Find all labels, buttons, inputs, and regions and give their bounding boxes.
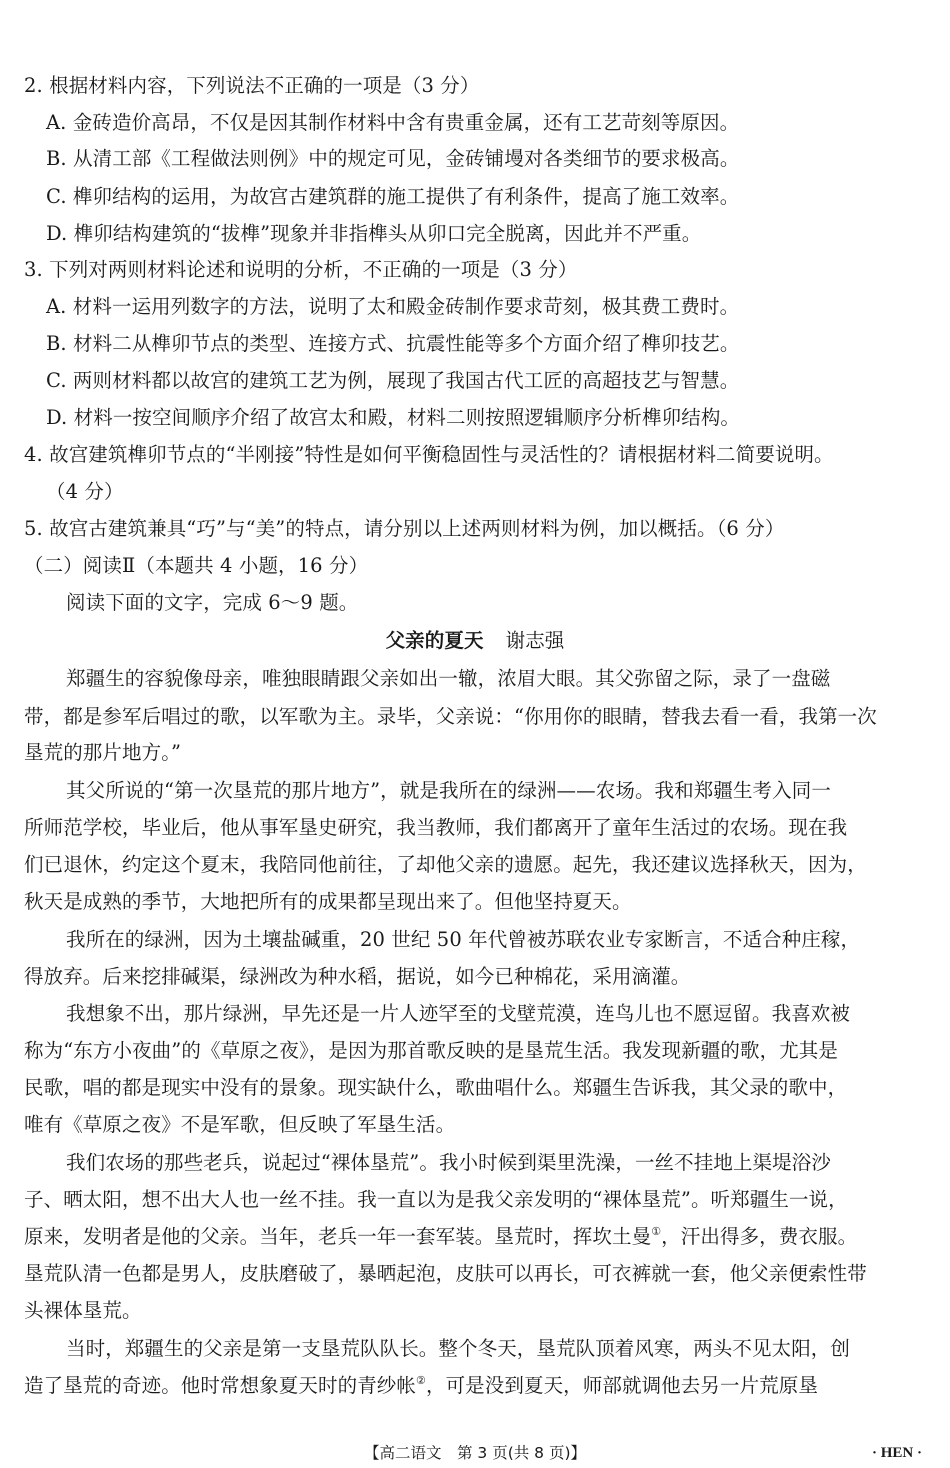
section-instruction: 阅读下面的文字，完成 6～9 题。: [66, 591, 359, 614]
question-4-stem: 4. 故宫建筑榫卯节点的“半刚接”特性是如何平衡稳固性与灵活性的？请根据材料二简要说明。: [24, 443, 834, 466]
question-2-stem: 2. 根据材料内容，下列说法不正确的一项是（3 分）: [24, 74, 480, 97]
question-2-option-d: D. 榫卯结构建筑的“拔榫”现象并非指榫头从卯口完全脱离，因此并不严重。: [46, 222, 702, 245]
article-line: 垦荒的那片地方。”: [24, 741, 182, 764]
article-line: 我想象不出，那片绿洲，早先还是一片人迹罕至的戈壁荒漠，连鸟儿也不愿逗留。我喜欢被: [66, 1002, 851, 1025]
article-title-row: [0, 628, 950, 654]
footnote-mark-2: ②: [416, 1374, 426, 1387]
question-5-stem: 5. 故宫古建筑兼具“巧”与“美”的特点，请分别以上述两则材料为例，加以概括。（6 分）: [24, 517, 785, 540]
article-line: 带，都是参军后唱过的歌，以军歌为主。录毕，父亲说：“你用你的眼睛，替我去看一看，我第一次: [24, 705, 877, 728]
question-3-stem: 3. 下列对两则材料论述和说明的分析，不正确的一项是（3 分）: [24, 258, 578, 281]
article-line: 子、晒太阳，想不出大人也一丝不挂。我一直以为是我父亲发明的“裸体垦荒”。听郑疆生一说，: [24, 1188, 848, 1211]
article-line: 郑疆生的容貌像母亲，唯独眼睛跟父亲如出一辙，浓眉大眼。其父弥留之际，录了一盘磁: [66, 667, 831, 690]
question-3-option-b: B. 材料二从榫卯节点的类型、连接方式、抗震性能等多个方面介绍了榫卯技艺。: [46, 332, 740, 355]
article-line-with-footnote: [24, 1224, 857, 1250]
article-line: 唯有《草原之夜》不是军歌，但反映了军垦生活。: [24, 1113, 456, 1136]
article-line: 其父所说的“第一次垦荒的那片地方”，就是我所在的绿洲——农场。我和郑疆生考入同一: [66, 779, 831, 802]
article-line-part: ，汗出得多，费衣服。: [661, 1225, 858, 1248]
article-line-with-footnote: [24, 1373, 818, 1399]
article-title: 父亲的夏天: [385, 629, 484, 652]
question-3-option-a: A. 材料一运用列数字的方法，说明了太和殿金砖制作要求苛刻，极其费工费时。: [46, 295, 740, 318]
article-line: 得放弃。后来挖排碱渠，绿洲改为种水稻，据说，如今已种棉花，采用滴灌。: [24, 965, 691, 988]
article-line: 们已退休，约定这个夏末，我陪同他前往，了却他父亲的遗愿。起先，我还建议选择秋天，因为，: [24, 853, 867, 876]
article-line: 所师范学校，毕业后，他从事军垦史研究，我当教师，我们都离开了童年生活过的农场。现在我: [24, 816, 848, 839]
question-2-option-b: B. 从清工部《工程做法则例》中的规定可见，金砖铺墁对各类细节的要求极高。: [46, 147, 740, 170]
page-number-label: 【高二语文 第 3 页(共 8 页)】: [363, 1444, 587, 1462]
article-line-part: ，可是没到夏天，师部就调他去另一片荒原垦: [425, 1374, 818, 1397]
article-line-part: 原来，发明者是他的父亲。当年，老兵一年一套军装。垦荒时，挥坎土曼: [24, 1225, 652, 1248]
footnote-mark-1: ①: [651, 1225, 662, 1238]
article-line: 称为“东方小夜曲”的《草原之夜》，是因为那首歌反映的是垦荒生活。我发现新疆的歌，尤其是: [24, 1039, 838, 1062]
article-line: 当时，郑疆生的父亲是第一支垦荒队队长。整个冬天，垦荒队顶着风寒，两头不见太阳，创: [66, 1337, 851, 1360]
section-heading: （二）阅读Ⅱ（本题共 4 小题，16 分）: [24, 554, 369, 577]
question-4-points: （4 分）: [46, 480, 124, 503]
question-3-option-d: D. 材料一按空间顺序介绍了故宫太和殿，材料二则按照逻辑顺序分析榫卯结构。: [46, 406, 741, 429]
article-line: 秋天是成熟的季节，大地把所有的成果都呈现出来了。但他坚持夏天。: [24, 890, 632, 913]
article-line-part: 造了垦荒的奇迹。他时常想象夏天时的青纱帐: [24, 1374, 417, 1397]
article-line: 民歌，唱的都是现实中没有的景象。现实缺什么，歌曲唱什么。郑疆生告诉我，其父录的歌中，: [24, 1076, 848, 1099]
article-line: 我所在的绿洲，因为土壤盐碱重，20 世纪 50 年代曾被苏联农业专家断言，不适合种庄稼，: [66, 928, 861, 951]
question-3-option-c: C. 两则材料都以故宫的建筑工艺为例，展现了我国古代工匠的高超技艺与智慧。: [46, 369, 740, 392]
question-2-option-c: C. 榫卯结构的运用，为故宫古建筑群的施工提供了有利条件，提高了施工效率。: [46, 185, 740, 208]
exam-code: · HEN ·: [871, 1445, 922, 1461]
article-line: 头裸体垦荒。: [24, 1299, 142, 1322]
article-line: 垦荒队清一色都是男人，皮肤磨破了，暴晒起泡，皮肤可以再长，可衣裤就一套，他父亲便索性带: [24, 1262, 867, 1285]
question-2-option-a: A. 金砖造价高昂，不仅是因其制作材料中含有贵重金属，还有工艺苛刻等原因。: [46, 111, 740, 134]
article-line: 我们农场的那些老兵，说起过“裸体垦荒”。我小时候到渠里洗澡，一丝不挂地上渠堤浴沙: [66, 1151, 831, 1174]
article-author: 谢志强: [505, 629, 565, 652]
